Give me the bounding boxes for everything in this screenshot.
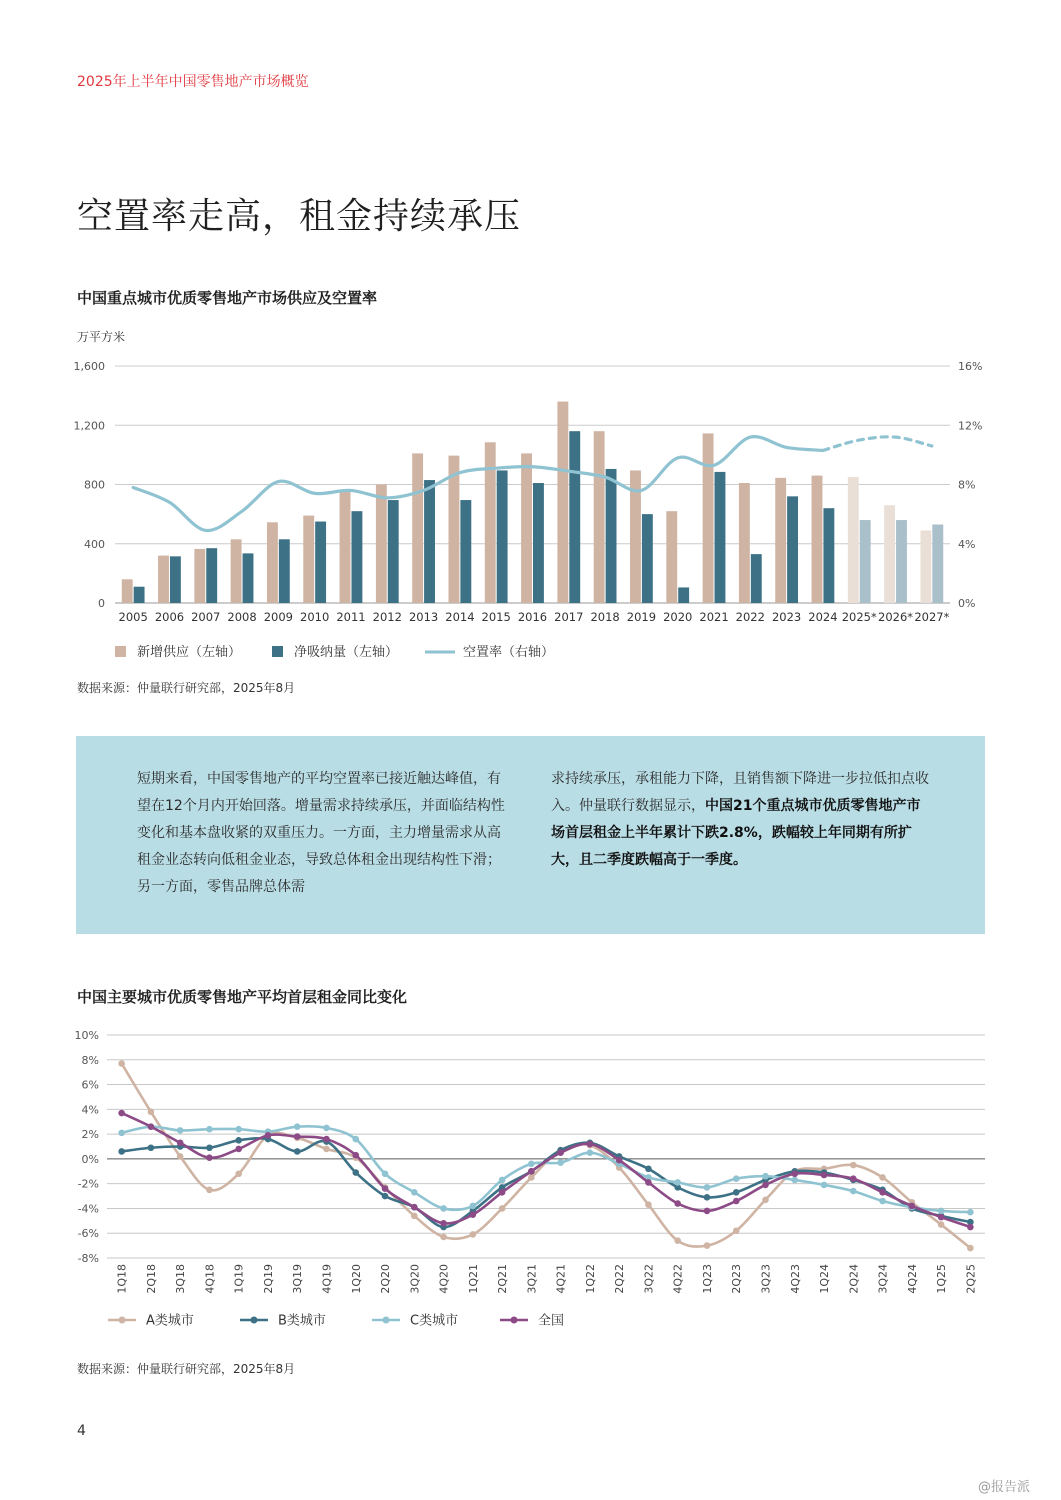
series-c-cities-point: [704, 1184, 711, 1191]
series-a-cities-point: [645, 1201, 652, 1208]
series-c-cities-point: [411, 1189, 418, 1196]
chart1-source: 数据来源：仲量联行研究部，2025年8月: [77, 681, 296, 695]
absorption-bar: [533, 483, 544, 603]
series-c-cities-point: [587, 1149, 594, 1156]
series-national-point: [499, 1189, 506, 1196]
supply-bar: [739, 483, 750, 603]
y-axis-tick: 10%: [74, 1029, 99, 1042]
series-b-cities-point: [206, 1144, 213, 1151]
series-a-cities-point: [967, 1245, 974, 1252]
supply-bar: [158, 556, 169, 603]
summary-left-column: 短期来看，中国零售地产的平均空置率已接近触达峰值，有望在12个月内开始回落。增量需求持续承压，并面临结构性变化和基本盘收紧的双重压力。一方面，主力增量需求从高租金业态转向低租金业态，导致总体租金出现结构性下滑；另一方面，零售品牌总体需: [137, 771, 505, 895]
x-axis-label: 1Q24: [818, 1264, 832, 1294]
supply-bar: [848, 477, 859, 603]
watermark: @报告派: [978, 1480, 1031, 1495]
series-c-cities-point: [762, 1173, 769, 1180]
absorption-bar: [823, 508, 834, 603]
absorption-bar: [170, 556, 181, 603]
supply-bar: [775, 478, 786, 603]
x-axis-label: 2025*: [841, 610, 877, 624]
series-national-point: [909, 1203, 916, 1210]
absorption-bar: [787, 496, 798, 603]
x-axis-label: 2019: [626, 610, 657, 624]
absorption-bar: [751, 554, 762, 603]
series-b-cities-point: [733, 1189, 740, 1196]
absorption-bar: [715, 472, 726, 603]
series-b-cities-point: [382, 1193, 389, 1200]
x-axis-label: 1Q22: [583, 1264, 597, 1294]
chart2-title: 中国主要城市优质零售地产平均首层租金同比变化: [77, 988, 408, 1006]
series-b-cities-point: [235, 1137, 242, 1144]
chart2-source: 数据来源：仲量联行研究部，2025年8月: [77, 1362, 296, 1376]
supply-bar: [412, 453, 423, 603]
supply-bar: [703, 433, 714, 603]
series-national-point: [235, 1146, 242, 1153]
series-national-point: [791, 1170, 798, 1177]
absorption-bar: [460, 500, 471, 603]
legend-label-series-national: 全国: [538, 1313, 565, 1329]
legend-marker-series-national: [511, 1317, 518, 1324]
y-axis-tick: -6%: [77, 1227, 99, 1241]
legend-label-series-c-cities: C类城市: [410, 1313, 459, 1329]
series-b-cities-line: [122, 1138, 971, 1227]
series-national-point: [206, 1154, 213, 1161]
x-axis-label: 2Q21: [496, 1264, 510, 1294]
series-national-point: [352, 1152, 359, 1159]
y-axis-tick: 2%: [81, 1128, 99, 1142]
left-axis-tick: 1,600: [73, 360, 105, 373]
page-title: 空置率走高，租金持续承压: [77, 196, 522, 237]
x-axis-label: 2010: [300, 610, 330, 624]
y-axis-tick: 0%: [81, 1152, 99, 1166]
series-a-cities-point: [704, 1242, 711, 1249]
series-a-cities-point: [323, 1146, 330, 1153]
x-axis-label: 2Q24: [847, 1264, 861, 1294]
series-national-point: [382, 1185, 389, 1192]
series-c-cities-point: [791, 1177, 798, 1184]
series-b-cities-point: [148, 1144, 155, 1151]
x-axis-label: 3Q23: [759, 1264, 773, 1294]
supply-bar: [267, 522, 278, 603]
series-a-cities-point: [762, 1196, 769, 1203]
legend-swatch-absorption: [272, 646, 283, 657]
series-a-cities-point: [674, 1237, 681, 1244]
right-axis-tick: 0%: [958, 597, 976, 610]
x-axis-label: 2Q22: [613, 1264, 627, 1294]
x-axis-label: 2022: [735, 610, 765, 624]
x-axis-label: 2011: [336, 610, 366, 624]
series-national-point: [265, 1132, 272, 1139]
x-axis-label: 2012: [372, 610, 402, 624]
x-axis-label: 2020: [663, 610, 693, 624]
rent-change-chart: [0, 1020, 1061, 1340]
series-a-cities-point: [440, 1234, 447, 1241]
x-axis-label: 4Q22: [671, 1264, 685, 1294]
x-axis-label: 3Q24: [876, 1264, 890, 1294]
y-axis-tick: 6%: [81, 1078, 99, 1092]
chart1-unit: 万平方米: [77, 330, 126, 344]
x-axis-label: 2015: [481, 610, 511, 624]
series-national-point: [850, 1175, 857, 1182]
absorption-bar: [134, 587, 145, 603]
supply-bar: [812, 476, 823, 603]
series-c-cities-point: [938, 1208, 945, 1215]
series-national-point: [821, 1172, 828, 1179]
x-axis-label: 1Q20: [349, 1264, 363, 1294]
supply-bar: [521, 453, 532, 603]
series-c-cities-point: [382, 1170, 389, 1177]
series-c-cities-point: [235, 1126, 242, 1133]
page-number: 4: [77, 1423, 86, 1439]
series-c-cities-point: [674, 1179, 681, 1186]
series-c-cities-point: [440, 1205, 447, 1212]
y-axis-tick: -8%: [77, 1252, 99, 1265]
x-axis-label: 3Q18: [174, 1264, 188, 1294]
absorption-bar: [896, 520, 907, 603]
legend-label-supply: 新增供应（左轴）: [137, 645, 242, 660]
x-axis-label: 2016: [517, 610, 548, 624]
supply-bar: [594, 431, 605, 603]
series-b-cities-point: [294, 1148, 301, 1155]
y-axis-tick: 4%: [81, 1103, 99, 1117]
y-axis-tick: -4%: [77, 1202, 99, 1216]
legend-label-vacancy: 空置率（右轴）: [463, 645, 555, 660]
series-a-cities-line: [122, 1063, 971, 1248]
series-national-point: [616, 1157, 623, 1164]
header-title: 2025年上半年中国零售地产市场概览: [77, 74, 309, 90]
series-national-point: [177, 1139, 184, 1146]
absorption-bar: [606, 469, 617, 603]
series-a-cities-point: [470, 1231, 477, 1238]
x-axis-label: 2021: [699, 610, 729, 624]
legend-swatch-supply: [115, 646, 126, 657]
summary-right-bold: 中国21个重点城市优质零售地产市场首层租金上半年累计下跌2.8%，跌幅较上年同期有所扩大，且二季度跌幅高于一季度。: [551, 798, 921, 868]
absorption-bar: [279, 539, 290, 603]
absorption-bar: [497, 470, 508, 603]
series-a-cities-point: [733, 1227, 740, 1234]
summary-right-plain: 求持续承压，承租能力下降，且销售额下降进一步拉低扣点收入。仲量联行数据显示，: [551, 771, 929, 814]
supply-bar: [920, 530, 931, 603]
right-axis-tick: 16%: [958, 360, 983, 373]
series-c-cities-point: [733, 1175, 740, 1182]
absorption-bar: [569, 431, 580, 603]
series-a-cities-point: [938, 1221, 945, 1228]
series-c-cities-point: [557, 1159, 564, 1166]
legend-marker-series-c-cities: [383, 1317, 390, 1324]
x-axis-label: 1Q18: [115, 1264, 129, 1294]
x-axis-label: 2024: [808, 610, 838, 624]
series-b-cities-point: [352, 1169, 359, 1176]
summary-box: [76, 736, 985, 934]
series-national-point: [118, 1110, 125, 1117]
supply-bar: [303, 516, 314, 603]
y-axis-tick: -2%: [77, 1177, 99, 1191]
series-c-cities-point: [821, 1182, 828, 1189]
x-axis-label: 3Q22: [642, 1264, 656, 1294]
x-axis-label: 2006: [154, 610, 185, 624]
series-national-point: [557, 1149, 564, 1156]
supply-bar: [557, 402, 568, 603]
legend-label-series-b-cities: B类城市: [278, 1313, 326, 1329]
series-c-cities-point: [850, 1188, 857, 1195]
right-axis-tick: 8%: [958, 478, 976, 492]
x-axis-label: 2009: [263, 610, 294, 624]
x-axis-label: 4Q21: [554, 1264, 568, 1294]
x-axis-label: 4Q20: [437, 1264, 451, 1294]
absorption-bar: [678, 587, 689, 603]
series-c-cities-point: [528, 1161, 535, 1168]
series-national-point: [762, 1182, 769, 1189]
x-axis-label: 4Q23: [788, 1264, 802, 1294]
series-b-cities-point: [704, 1194, 711, 1201]
series-c-cities-point: [967, 1209, 974, 1216]
series-c-cities-point: [323, 1125, 330, 1132]
series-national-point: [733, 1198, 740, 1205]
series-a-cities-point: [411, 1213, 418, 1220]
summary-right-column: [551, 766, 931, 874]
series-a-cities-point: [118, 1060, 125, 1067]
supply-bar: [485, 442, 496, 603]
series-a-cities-point: [879, 1174, 886, 1181]
absorption-bar: [424, 480, 435, 603]
supply-bar: [666, 511, 677, 603]
series-c-cities-point: [177, 1127, 184, 1134]
x-axis-label: 3Q20: [408, 1264, 422, 1294]
absorption-bar: [206, 548, 217, 603]
chart1-title: 中国重点城市优质零售地产市场供应及空置率: [77, 289, 378, 307]
x-axis-label: 2Q20: [379, 1264, 393, 1294]
series-a-cities-point: [177, 1153, 184, 1160]
left-axis-tick: 400: [84, 537, 105, 551]
x-axis-label: 3Q21: [525, 1264, 539, 1294]
right-axis-tick: 12%: [958, 419, 983, 433]
x-axis-label: 2005: [118, 610, 148, 624]
x-axis-label: 1Q23: [700, 1264, 714, 1294]
series-c-cities-point: [118, 1130, 125, 1137]
series-a-cities-point: [528, 1174, 535, 1181]
x-axis-label: 2013: [408, 610, 439, 624]
series-a-cities-point: [850, 1162, 857, 1169]
x-axis-label: 2027*: [914, 610, 950, 624]
x-axis-label: 4Q19: [320, 1264, 334, 1294]
series-national-point: [674, 1200, 681, 1207]
absorption-bar: [388, 500, 399, 603]
x-axis-label: 2Q18: [144, 1264, 158, 1294]
supply-bar: [376, 485, 387, 604]
x-axis-label: 4Q18: [203, 1264, 217, 1294]
legend-marker-series-a-cities: [119, 1317, 126, 1324]
x-axis-label: 1Q25: [935, 1264, 949, 1294]
supply-bar: [231, 539, 242, 603]
x-axis-label: 2Q23: [730, 1264, 744, 1294]
legend-label-absorption: 净吸纳量（左轴）: [294, 645, 399, 660]
x-axis-label: 2017: [554, 610, 584, 624]
x-axis-label: 2Q25: [964, 1264, 978, 1294]
series-national-point: [294, 1133, 301, 1140]
series-national-point: [440, 1220, 447, 1227]
series-national-point: [148, 1123, 155, 1130]
absorption-bar: [315, 522, 326, 603]
series-c-cities-point: [294, 1123, 301, 1130]
supply-bar: [340, 490, 351, 603]
x-axis-label: 2026*: [878, 610, 914, 624]
x-axis-label: 2018: [590, 610, 620, 624]
series-national-point: [587, 1141, 594, 1148]
absorption-bar: [243, 553, 254, 603]
series-a-cities-point: [206, 1187, 213, 1194]
series-a-cities-point: [148, 1109, 155, 1116]
series-b-cities-point: [645, 1166, 652, 1173]
left-axis-tick: 1,200: [73, 419, 105, 433]
series-c-cities-point: [352, 1136, 359, 1143]
series-c-cities-point: [470, 1203, 477, 1210]
absorption-bar: [860, 520, 871, 603]
x-axis-label: 2023: [771, 610, 802, 624]
vacancy-forecast-line: [823, 437, 932, 451]
absorption-bar: [642, 514, 653, 603]
series-b-cities-point: [118, 1148, 125, 1155]
series-national-point: [323, 1136, 330, 1143]
series-national-point: [411, 1204, 418, 1211]
x-axis-label: 2008: [227, 610, 257, 624]
x-axis-label: 2007: [191, 610, 221, 624]
series-national-point: [879, 1189, 886, 1196]
series-national-point: [967, 1224, 974, 1231]
right-axis-tick: 4%: [958, 537, 976, 551]
supply-bar: [194, 549, 205, 603]
series-national-point: [528, 1168, 535, 1175]
x-axis-label: 4Q24: [905, 1264, 919, 1294]
series-national-point: [645, 1179, 652, 1186]
supply-vacancy-chart: [0, 350, 1061, 680]
x-axis-label: 2014: [445, 610, 475, 624]
series-c-cities-point: [879, 1198, 886, 1205]
supply-bar: [884, 505, 895, 603]
series-national-point: [470, 1211, 477, 1218]
series-c-cities-point: [206, 1126, 213, 1133]
absorption-bar: [351, 511, 362, 603]
legend-marker-series-b-cities: [251, 1317, 258, 1324]
x-axis-label: 1Q19: [232, 1264, 246, 1294]
left-axis-tick: 800: [84, 478, 105, 492]
legend-label-series-a-cities: A类城市: [146, 1313, 194, 1329]
absorption-bar: [932, 524, 943, 603]
x-axis-label: 2Q19: [261, 1264, 275, 1294]
y-axis-tick: 8%: [81, 1053, 99, 1067]
series-national-point: [704, 1208, 711, 1215]
series-national-point: [938, 1214, 945, 1221]
x-axis-label: 1Q21: [466, 1264, 480, 1294]
series-a-cities-point: [499, 1205, 506, 1212]
left-axis-tick: 0: [98, 597, 105, 610]
series-c-cities-point: [499, 1177, 506, 1184]
supply-bar: [122, 579, 133, 603]
x-axis-label: 3Q19: [291, 1264, 305, 1294]
series-a-cities-point: [235, 1170, 242, 1177]
